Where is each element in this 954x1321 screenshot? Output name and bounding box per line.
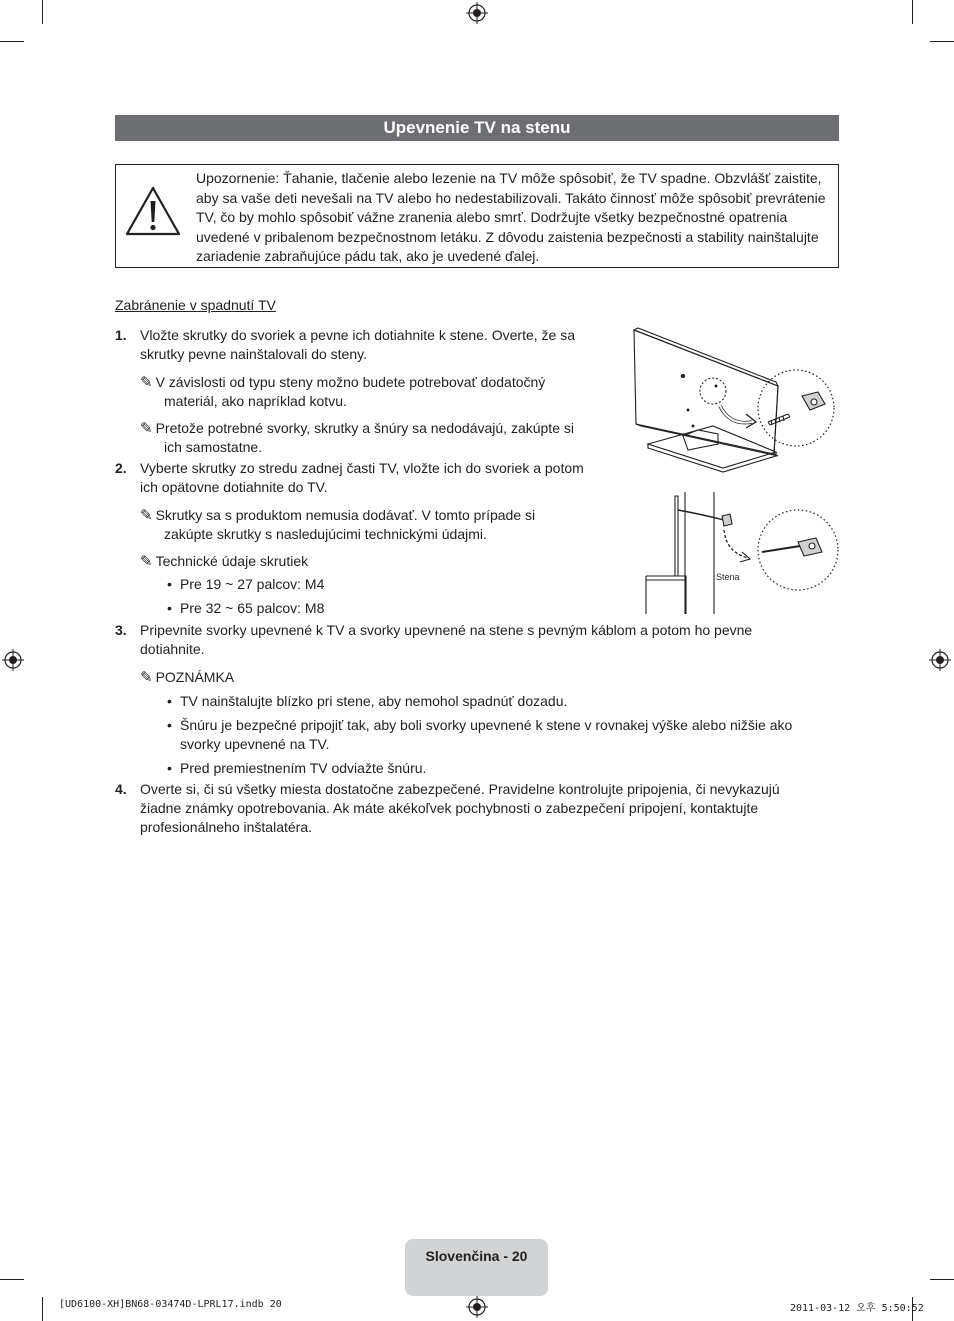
pencil-note-icon: ✎ [140,507,153,524]
step-text: profesionálneho inštalatéra. [140,819,313,835]
list-item: • Pre 19 ~ 27 palcov: M4 [180,575,324,595]
wall-clip-illustration [640,492,840,616]
tv-clip-illustration [628,326,843,482]
step-number: 4. [115,781,127,797]
crop-mark [42,1297,43,1321]
note [140,373,545,393]
note-text: Technické údaje skrutiek [155,553,309,569]
list-item: • Pre 32 ~ 65 palcov: M8 [180,599,324,619]
crop-mark [42,0,43,24]
warning-body: : Ťahanie, tlačenie alebo lezenie na TV môže spôsobiť, že TV spadne. Obzvlášť zaistite, aby sa vaše deti nevešali na TV alebo ho nedestabilizovali. Takáto činnosť môže spôsobiť prevrátenie TV, čo by mohlo spôsobiť vážne zranenia alebo smrť. Dodržujte všetky bezpečnostné opatrenia uvedené v pribalenom bezpečnostnom letáku. Z dôvodu zaistenia bezpečnosti a stability nainštalujte zariadenie zabraňujúce pádu tak, ako je uvedené ďalej. [196,170,826,264]
list-item-continued: svorky upevnené na TV. [180,736,330,752]
step-text: Vložte skrutky do svoriek a pevne ich dotiahnite k stene. Overte, že sa [140,327,575,343]
subsection-title: Zabránenie v spadnutí TV [115,297,276,313]
note [140,668,234,688]
section-title: Upevnenie TV na stenu [115,115,839,141]
crop-mark [0,1279,24,1280]
registration-mark-icon [466,1296,488,1318]
warning-text [196,169,830,267]
list-item: • Šnúru je bezpečné pripojiť tak, aby boli svorky upevnené k stene v rovnakej výške alebo nižšie ako [180,716,792,736]
list-item: • Pred premiestnením TV odviažte šnúru. [180,759,426,779]
note-text: ich samostatne. [164,439,263,455]
warning-label: Upozornenie [196,170,276,186]
wall-label: Stena [716,572,740,582]
note-text: materiál, ako napríklad kotvu. [164,393,347,409]
note-title: POZNÁMKA [155,669,235,685]
step-text: skrutky pevne nainštalovali do steny. [140,346,367,362]
note [140,552,308,572]
registration-mark-icon [2,649,24,671]
note-text: Skrutky sa s produktom nemusia dodávať. V tomto prípade si [155,507,536,523]
pencil-note-icon: ✎ [140,374,153,391]
crop-mark [930,41,954,42]
step-text: žiadne známky opotrebovania. Ak máte akékoľvek pochybnosti o zabezpečení pripojení, kontaktujte [140,800,759,816]
step-number: 2. [115,460,127,476]
note-text: zakúpte skrutky s nasledujúcimi technickými údajmi. [164,526,487,542]
crop-mark [0,41,24,42]
page-number-tab: Slovenčina - 20 [405,1239,548,1296]
crop-mark [930,1279,954,1280]
list-item: • TV nainštalujte blízko pri stene, aby nemohol spadnúť dozadu. [180,692,567,712]
warning-triangle-icon [124,185,182,237]
registration-mark-icon [466,2,488,24]
pencil-note-icon: ✎ [140,553,153,570]
note [140,506,535,526]
timestamp-imprint: 2011-03-12 오후 5:50:52 [790,1303,924,1314]
file-imprint: [UD6100-XH]BN68-03474D-LPRL17.indb 20 [59,1299,282,1310]
step-text: Pripevnite svorky upevnené k TV a svorky upevnené na stene s pevným káblom a potom ho pevne [140,622,753,638]
step-text: Vyberte skrutky zo stredu zadnej časti TV, vložte ich do svoriek a potom [140,460,584,476]
pencil-note-icon: ✎ [140,669,153,686]
step-text: Overte si, či sú všetky miesta dostatočne zabezpečené. Pravidelne kontrolujte pripojenia, či nevykazujú [140,781,780,797]
crop-mark [912,0,913,24]
step-text: dotiahnite. [140,641,205,657]
warning-box [115,164,839,268]
step-number: 3. [115,622,127,638]
note-text: Pretože potrebné svorky, skrutky a šnúry sa nedodávajú, zakúpte si [155,420,574,436]
note-text: V závislosti od typu steny možno budete potrebovať dodatočný [155,374,546,390]
note [140,419,574,439]
registration-mark-icon [929,649,951,671]
step-text: ich opätovne dotiahnite do TV. [140,479,328,495]
step-number: 1. [115,327,127,343]
pencil-note-icon: ✎ [140,420,153,437]
